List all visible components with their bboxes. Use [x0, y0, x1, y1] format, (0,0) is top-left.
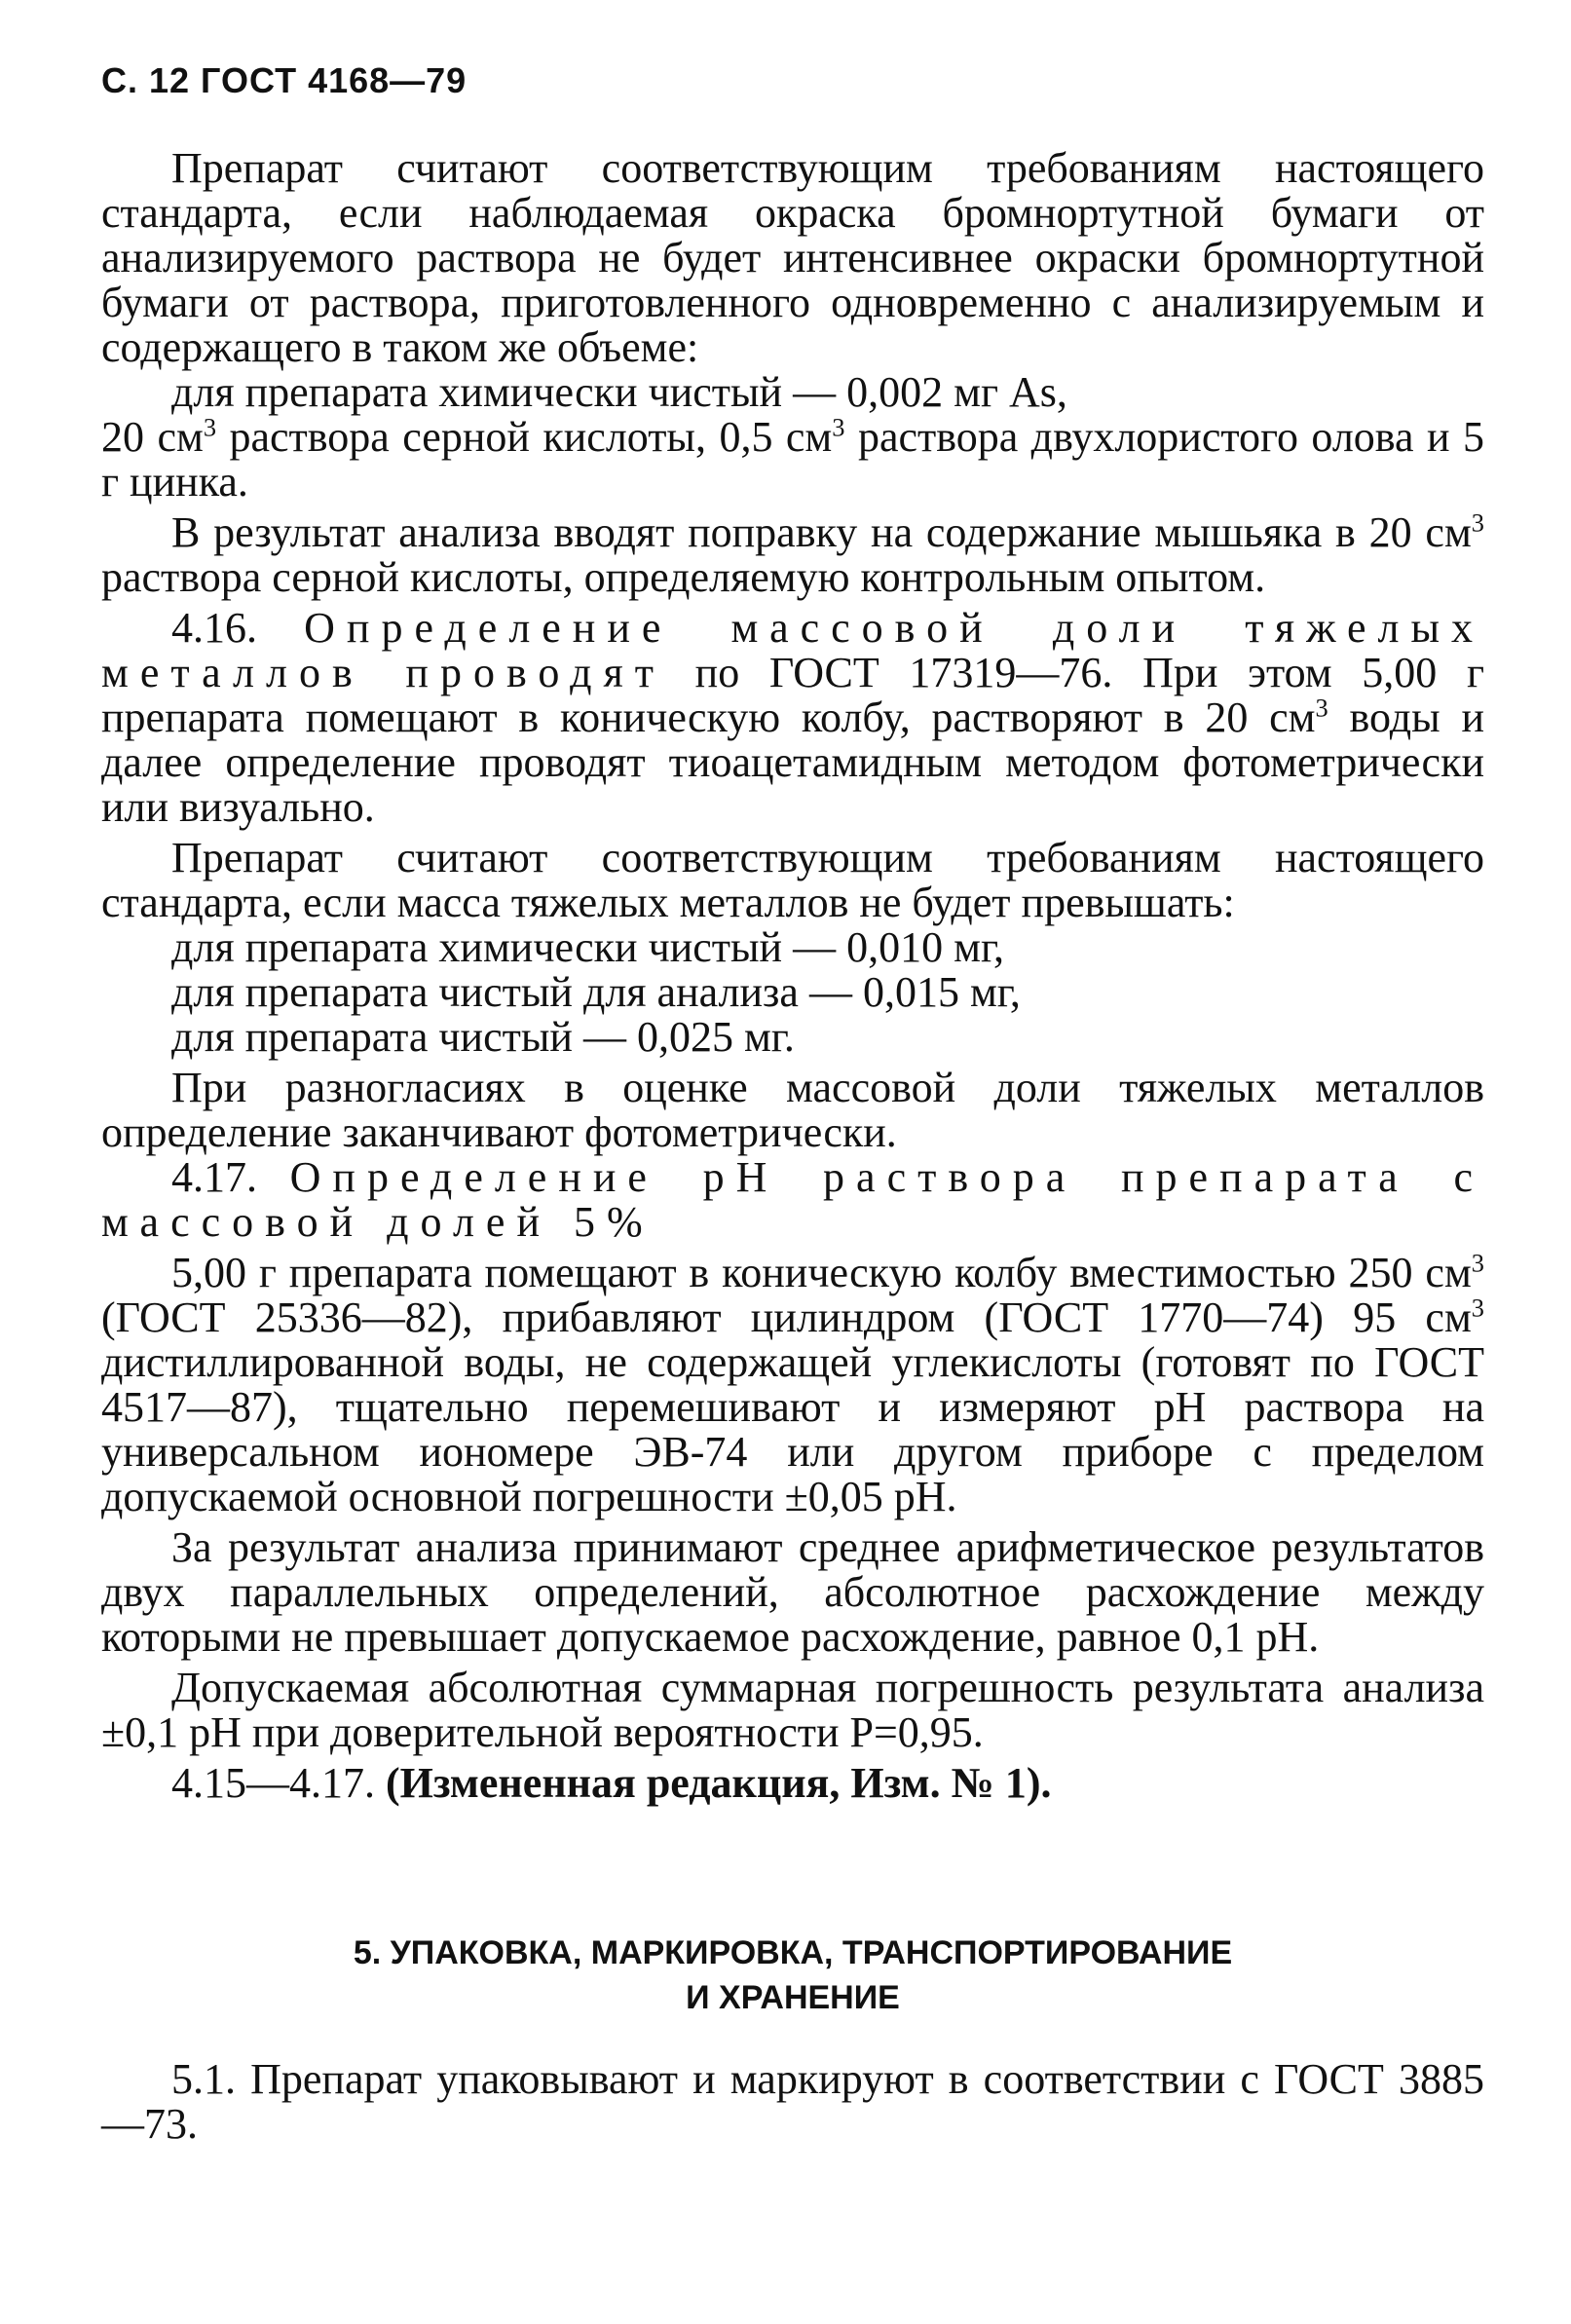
paragraph-arsenic-correction: В результат анализа вводят поправку на содержание мышьяка в 20 $см^3$ раствора серной кислоты, определяемую контрольным опытом.: [101, 507, 1484, 601]
section-5-body: [101, 2057, 1484, 2147]
paragraph-arsenic-criterion: Препарат считают соответствующим требованиям настоящего стандарта, если наблюдаемая окраска бромнортутной бумаги от анализируемого раствора не будет интенсивнее окраски бромнортутной бумаги от раствора, приготовленного одновременно с анализируемым и содержащего в таком же объеме:: [101, 144, 1484, 371]
paragraph-amendment: 4.15—4.17. (Измененная редакция, Изм. № 1).: [171, 1759, 1052, 1807]
paragraph-4-16: 4.16. Определение массовой доли тяжелых металлов проводят по ГОСТ 17319—76. При этом 5,00 г препарата помещают в коническую колбу, растворяют в 20 $см^3$ воды и далее определение проводят тиоацетамидным методом фотометрически или визуально.: [101, 604, 1485, 831]
paragraph-ph-procedure: 5,00 г препарата помещают в коническую колбу вместимостью 250 $см^3$ (ГОСТ 25336—82), прибавляют цилиндром (ГОСТ 1770—74) 95 $см^3$ дистиллированной воды, не содержащей углекислоты (готовят по ГОСТ 4517—87), тщательно перемешивают и измеряют pH раствора на универсальном иономере ЭВ-74 или другом приборе с пределом допускаемой основной погрешности ±0,05 pH.: [101, 1248, 1484, 1520]
clause-title-spaced: Определение массовой доли тяжелых металлов проводят: [101, 604, 1485, 696]
clause-title-spaced: Определение pH раствора препарата с массовой долей 5%: [101, 1153, 1484, 1246]
arsenic-reagents-line: 20 $см^3$ раствора серной кислоты, 0,5 $см^3$ раствора двухлористого олова и 5 г цинка.: [101, 412, 1484, 506]
paragraph-result: За результат анализа принимают среднее арифметическое результатов двух параллельных определений, абсолютное расхождение между которыми не превышает допускаемое расхождение, равное 0,1 pH.: [101, 1523, 1484, 1661]
arsenic-limit-line: для препарата химически чистый — 0,002 мг As,: [171, 368, 1067, 416]
paragraph-heavy-metals-criterion: Препарат считают соответствующим требованиям настоящего стандарта, если масса тяжелых металлов не будет превышать:: [101, 834, 1484, 926]
heavy-metals-limit-3: для препарата чистый — 0,025 мг.: [171, 1013, 795, 1061]
page-header: С. 12 ГОСТ 4168—79: [101, 60, 468, 100]
clause-number: 4.17.: [171, 1153, 257, 1201]
paragraph-error: Допускаемая абсолютная суммарная погрешность результата анализа ±0,1 pH при доверительной вероятности P=0,95.: [101, 1664, 1484, 1756]
paragraph-5-1: 5.1. Препарат упаковывают и маркируют в соответствии с ГОСТ 3885—73.: [101, 2055, 1484, 2148]
paragraph-disagreement: При разногласиях в оценке массовой доли тяжелых металлов определение заканчивают фотометрически.: [101, 1064, 1484, 1156]
heavy-metals-limit-1: для препарата химически чистый — 0,010 мг,: [171, 923, 1005, 971]
clause-number: 4.16.: [171, 604, 257, 652]
paragraph-4-17-title: [101, 1155, 1484, 1245]
document-body: [101, 146, 1484, 1806]
heavy-metals-limit-2: для препарата чистый для анализа — 0,015 мг,: [171, 968, 1021, 1016]
amendment-note: (Измененная редакция, Изм. № 1).: [386, 1759, 1052, 1807]
section-5-heading: 5. УПАКОВКА, МАРКИРОВКА, ТРАНСПОРТИРОВАНИЕ И ХРАНЕНИЕ: [353, 1934, 1233, 2016]
